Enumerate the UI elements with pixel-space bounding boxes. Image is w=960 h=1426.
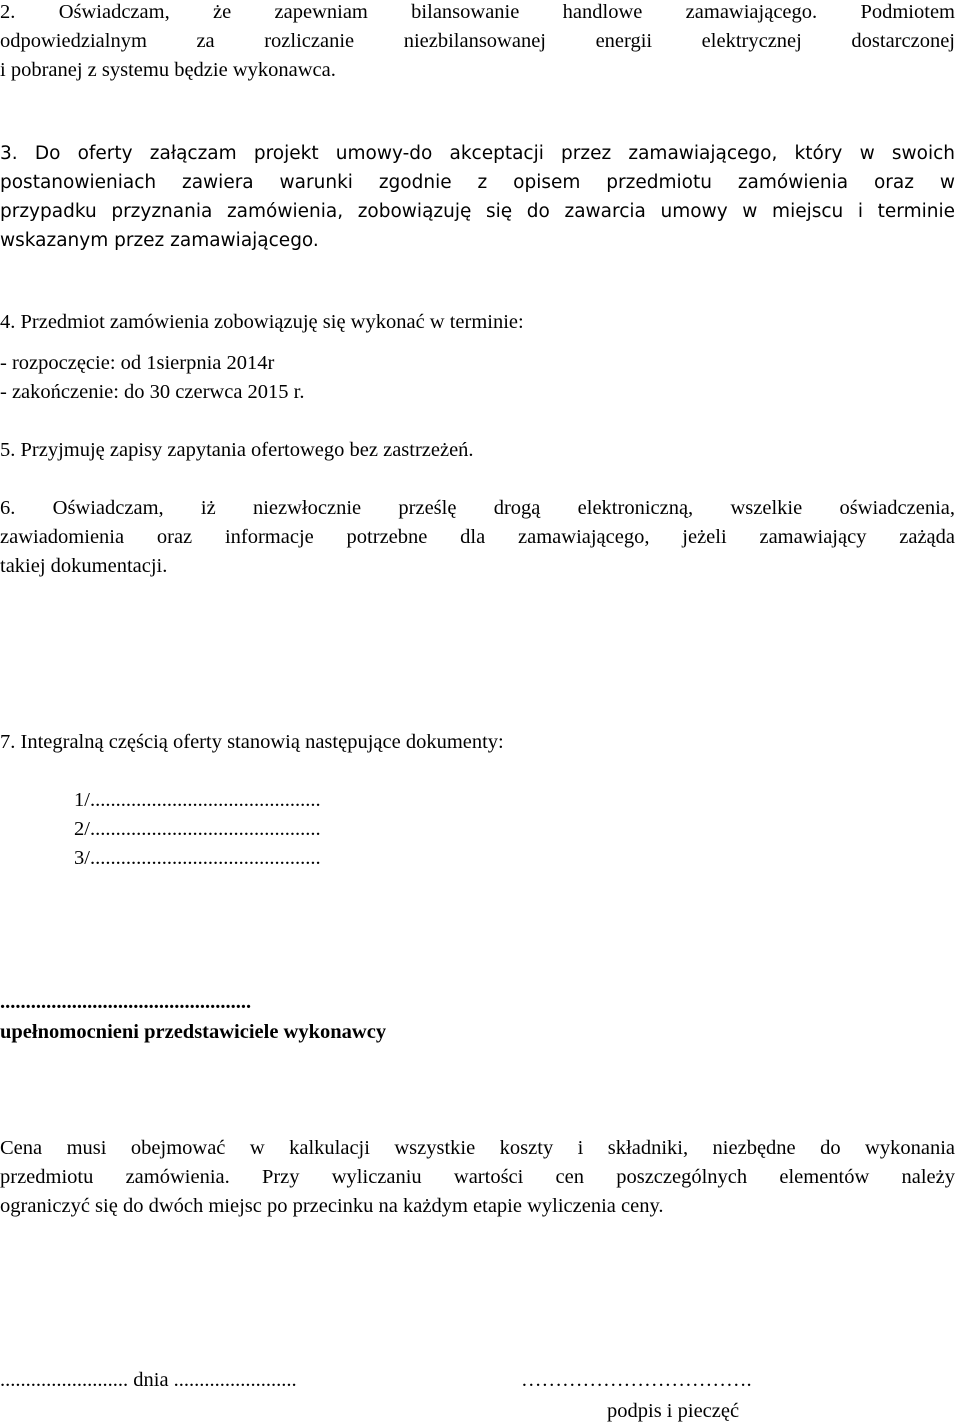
price-note-line-1: Cena musi obejmować w kalkulacji wszystkie koszty i składniki, niezbędne do wykonania: [0, 1137, 955, 1159]
paragraph-item-5: 5. Przyjmuję zapisy zapytania ofertowego bez zastrzeżeń.: [0, 439, 474, 461]
item-6-line-3: takiej dokumentacji.: [0, 555, 168, 577]
item-2-line-1: 2. Oświadczam, że zapewniam bilansowanie handlowe zamawiającego. Podmiotem: [0, 1, 955, 23]
item-6-line-2: zawiadomienia oraz informacje potrzebne dla zamawiającego, jeżeli zamawiający zażąda: [0, 526, 955, 548]
date-line: ......................... dnia ........................: [0, 1369, 297, 1391]
price-note-line-3: ograniczyć się do dwóch miejsc po przecinku na każdym etapie wyliczenia ceny.: [0, 1195, 664, 1217]
signature-dots: .................................................: [0, 991, 252, 1013]
sign-dots: …………………………….: [521, 1369, 752, 1391]
attachment-3: 3/.............................................: [74, 847, 321, 869]
attachment-1: 1/.............................................: [74, 789, 321, 811]
item-4-heading: 4. Przedmiot zamówienia zobowiązuję się wykonać w terminie:: [0, 311, 524, 333]
item-2-line-2: odpowiedzialnym za rozliczanie niezbilansowanej energii elektrycznej dostarczonej: [0, 30, 955, 52]
item-2-line-3: i pobranej z systemu będzie wykonawca.: [0, 59, 336, 81]
sign-label: podpis i pieczęć: [607, 1400, 740, 1422]
attachment-2: 2/.............................................: [74, 818, 321, 840]
price-note-line-2: przedmiotu zamówienia. Przy wyliczaniu wartości cen poszczególnych elementów należy: [0, 1166, 955, 1188]
item-7-heading: 7. Integralną częścią oferty stanowią następujące dokumenty:: [0, 731, 504, 753]
item-3-line-2: postanowieniach zawiera warunki zgodnie z opisem przedmiotu zamówienia oraz w: [0, 172, 955, 193]
item-6-line-1: 6. Oświadczam, iż niezwłocznie prześlę drogą elektroniczną, wszelkie oświadczenia,: [0, 497, 955, 519]
item-3-line-1: 3. Do oferty załączam projekt umowy-do akceptacji przez zamawiającego, który w swoich: [0, 143, 955, 164]
item-3-line-3: przypadku przyznania zamówienia, zobowiązuję się do zawarcia umowy w miejscu i terminie: [0, 201, 955, 222]
representatives-label: upełnomocnieni przedstawiciele wykonawcy: [0, 1021, 387, 1043]
item-3-line-4: wskazanym przez zamawiającego.: [0, 230, 319, 251]
item-4-end-date: - zakończenie: do 30 czerwca 2015 r.: [0, 381, 305, 403]
item-4-start-date: - rozpoczęcie: od 1sierpnia 2014r: [0, 352, 275, 374]
